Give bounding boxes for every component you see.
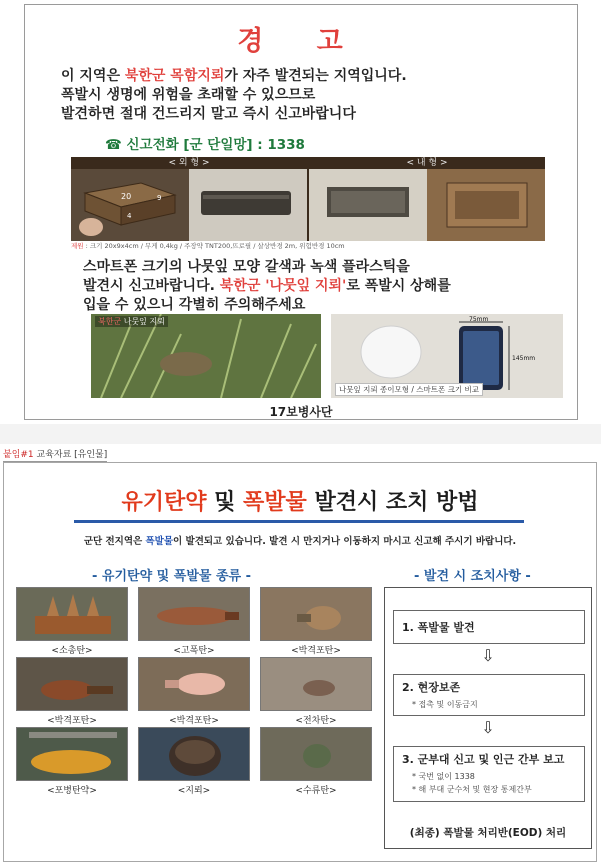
leaf-mine-compare-photo xyxy=(331,314,563,398)
spec-caption: 제원 : 크기 20x9x4cm / 무게 0,4kg / 주장약 TNT200,뜨로필 / 살상반경 2m, 위험반경 10cm xyxy=(71,242,345,250)
leaf-line-2: 발견시 신고바랍니다. 북한군 '나뭇잎 지뢰'로 폭발시 상해를 xyxy=(83,278,451,294)
warning-text xyxy=(61,67,561,124)
leaf-mine-photo-label: 북한군 나뭇잎 지뢰 xyxy=(95,316,168,327)
step-2: 2. 현장보존 * 접촉 및 이동금지 xyxy=(393,674,585,716)
box-mine-photo-1 xyxy=(71,169,189,241)
annex-tag: 붙임#1 교육자료 [유인물] xyxy=(3,447,107,462)
ordnance-item: <지뢰> xyxy=(138,727,250,796)
dimension-20: 20 xyxy=(121,192,132,201)
dimension-9: 9 xyxy=(157,194,162,202)
report-phone: ☎ 신고전화 [군 단일망] : 1338 xyxy=(105,137,305,153)
mine-photo xyxy=(138,727,250,781)
title-underline xyxy=(74,520,524,523)
final-step: (최종) 폭발물 처리반(EOD) 처리 xyxy=(409,827,567,839)
step-1: 1. 폭발물 발견 xyxy=(393,610,585,644)
mortar-photo-3 xyxy=(138,657,250,711)
ordnance-item: <소총탄> xyxy=(16,587,128,656)
leaf-line-3: 입을 수 있으니 각별히 주의해주세요 xyxy=(83,297,306,313)
grenade-photo xyxy=(260,727,372,781)
dimension-4: 4 xyxy=(127,212,132,220)
ordnance-item: <고폭탄> xyxy=(138,587,250,656)
ordnance-item: <수류탄> xyxy=(260,727,372,796)
action-flowchart xyxy=(384,587,592,849)
tank-ammo-photo xyxy=(260,657,372,711)
artillery-ammo-photo xyxy=(16,727,128,781)
box-mine-photo-3 xyxy=(309,169,427,241)
width-dimension: 75mm xyxy=(469,316,489,323)
warning-line-1: 이 지역은 북한군 목함지뢰가 자주 발견되는 지역입니다. xyxy=(61,68,407,84)
ordnance-item: <박격포탄> xyxy=(260,587,372,656)
explosive-poster xyxy=(3,462,597,862)
step-3: 3. 군부대 신고 및 인근 간부 보고 * 국번 없이 1338 * 해 부대 군수처 및 현장 통제간부 xyxy=(393,746,585,802)
height-dimension: 145mm xyxy=(512,355,536,362)
box-mine-photo-2 xyxy=(189,169,307,241)
compare-photo-label: 나뭇잎 지뢰 종이모형 / 스마트폰 크기 비교 xyxy=(335,383,483,396)
box-mine-photos xyxy=(71,157,545,241)
leaf-mine-photo xyxy=(91,314,321,398)
leaf-line-1: 스마트폰 크기의 나뭇잎 모양 갈색과 녹색 플라스틱을 xyxy=(83,259,410,275)
leaf-mine-text xyxy=(83,258,573,315)
warning-line-2: 폭발시 생명에 위험을 초래할 수 있으므로 xyxy=(61,87,316,103)
ordnance-item: <박격포탄> xyxy=(138,657,250,726)
poster-title: 경 고 xyxy=(237,26,365,57)
ordnance-types-heading: - 유기탄약 및 폭발물 종류 - xyxy=(92,569,252,584)
warning-line-3: 발견하면 절대 건드리지 말고 즉시 신고바랍니다 xyxy=(61,106,356,122)
mortar-photo-2 xyxy=(16,657,128,711)
ordnance-item: <박격포탄> xyxy=(16,657,128,726)
unit-name: 17보병사단 xyxy=(269,405,333,419)
exterior-label: < 외 형 > xyxy=(168,158,210,168)
ordnance-item: <전차탄> xyxy=(260,657,372,726)
rifle-ammo-photo xyxy=(16,587,128,641)
mortar-photo-1 xyxy=(260,587,372,641)
actions-heading: - 발견 시 조치사항 - xyxy=(414,569,531,584)
interior-label: < 내 형 > xyxy=(406,158,448,168)
box-mine-illustration xyxy=(71,169,189,241)
box-mine-photo-4 xyxy=(427,169,545,241)
poster2-title: 유기탄약 및 폭발물 발견시 조치 방법 xyxy=(121,490,479,515)
notice-text: 군단 전지역은 폭발물이 발견되고 있습니다. 발견 시 만지거나 이동하지 마시고 신고해 주시기 바랍니다. xyxy=(83,536,517,547)
high-explosive-photo xyxy=(138,587,250,641)
arrow-down-icon: ⇩ xyxy=(481,718,495,737)
arrow-down-icon: ⇩ xyxy=(481,646,495,665)
ordnance-item: <포병탄약> xyxy=(16,727,128,796)
warning-poster xyxy=(24,4,578,420)
divider xyxy=(0,424,601,444)
